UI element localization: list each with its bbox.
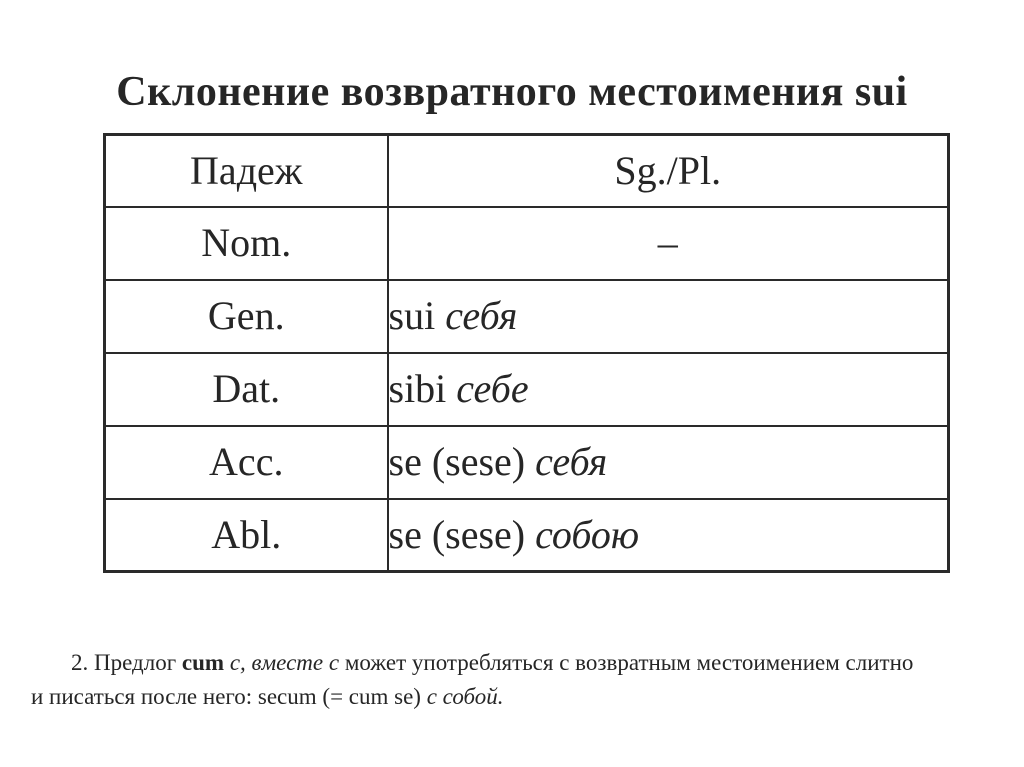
- footnote: [31, 646, 1021, 714]
- table-row: [105, 207, 949, 280]
- case-cell: Abl.: [105, 499, 388, 572]
- header-form: Sg./Pl.: [388, 135, 949, 207]
- case-cell: Acc.: [105, 426, 388, 499]
- note-text-1: может употребляться с возвратным местоимением слитно: [344, 650, 914, 675]
- form-cell: [388, 280, 949, 353]
- table-row: [105, 280, 949, 353]
- latin-form: sui: [388, 293, 436, 338]
- latin-form: sibi: [388, 366, 447, 411]
- page-title: Склонение возвратного местоимения sui: [116, 69, 908, 115]
- footnote-line-2: [31, 680, 1021, 714]
- note-gloss: с, вместе с: [229, 650, 340, 675]
- note-preposition: cum: [181, 650, 225, 675]
- footnote-line-1: [31, 646, 1021, 680]
- case-cell: Gen.: [105, 280, 388, 353]
- latin-form: se (sese): [388, 439, 526, 484]
- table-header-row: [105, 135, 949, 207]
- table-row: [105, 426, 949, 499]
- russian-gloss: себя: [445, 293, 518, 338]
- russian-gloss: себе: [456, 366, 529, 411]
- form-cell: [388, 353, 949, 426]
- declension-table: [103, 133, 950, 573]
- table-row: [105, 499, 949, 572]
- case-cell: Dat.: [105, 353, 388, 426]
- russian-gloss: себя: [535, 439, 608, 484]
- form-cell: [388, 426, 949, 499]
- form-cell: [388, 499, 949, 572]
- case-cell: Nom.: [105, 207, 388, 280]
- note-number: 2. Предлог: [71, 650, 177, 675]
- latin-form: se (sese): [388, 511, 526, 557]
- form-cell: –: [388, 207, 949, 280]
- note-text-2: и писаться после него: secum (= cum se): [31, 684, 421, 709]
- header-case: Падеж: [105, 135, 388, 207]
- note-gloss-2: с собой.: [426, 684, 504, 709]
- russian-gloss: собою: [535, 511, 640, 557]
- table-row: [105, 353, 949, 426]
